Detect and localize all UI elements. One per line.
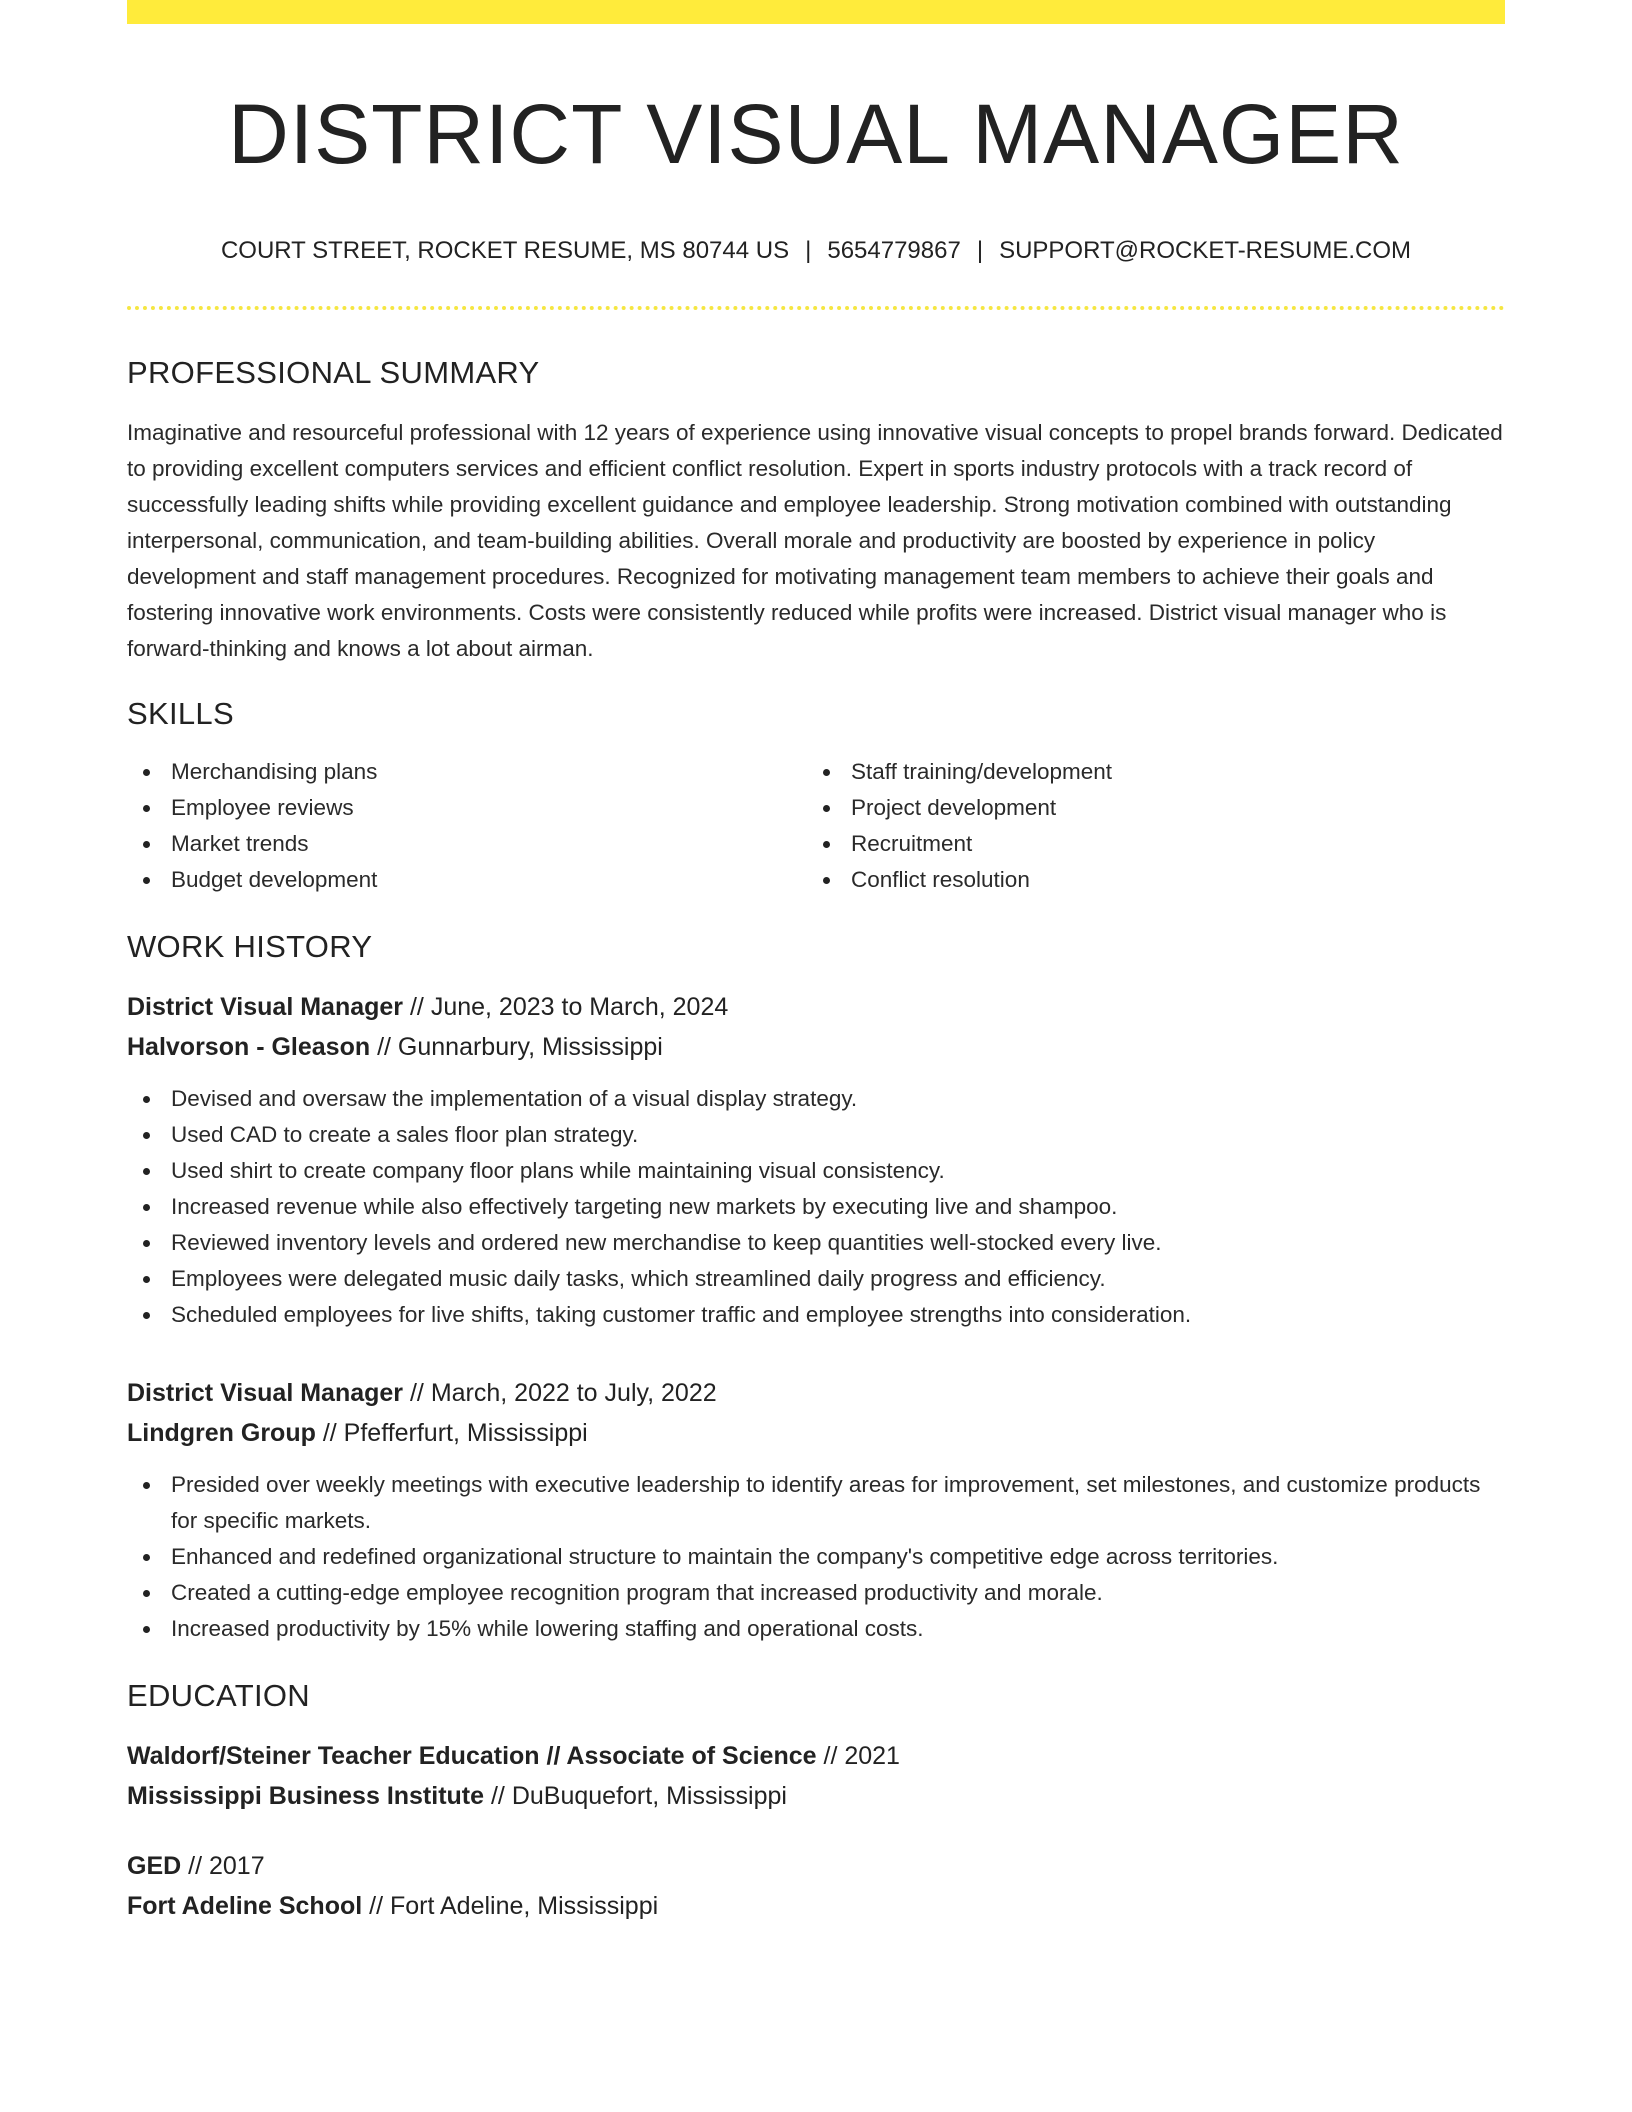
job-location: Pfefferfurt, Mississippi (343, 1419, 588, 1448)
header-divider (127, 306, 1505, 310)
education-degree: Waldorf/Steiner Teacher Education // Associate of Science (127, 1742, 817, 1771)
job-bullet: Used shirt to create company floor plans while maintaining visual consistency. (127, 1153, 1505, 1189)
education-degree: GED (127, 1852, 182, 1881)
field-separator: // (816, 1742, 845, 1771)
education-degree-line (127, 1846, 1505, 1886)
contact-separator: | (976, 236, 984, 264)
education-location: Fort Adeline, Mississippi (390, 1892, 659, 1921)
job-bullets (127, 1081, 1505, 1333)
contact-address: COURT STREET, ROCKET RESUME, MS 80744 US (220, 236, 790, 264)
resume-page (127, 0, 1505, 1926)
job-entry (127, 987, 1505, 1333)
job-company-line (127, 1413, 1505, 1453)
skills-grid (127, 754, 1505, 898)
field-separator: // (484, 1782, 512, 1811)
skills-column-right (807, 754, 1485, 898)
skill-item: Budget development (127, 862, 807, 898)
education-degree-line (127, 1736, 1505, 1776)
education-entry (127, 1846, 1505, 1926)
skills-column-left (127, 754, 807, 898)
section-title-summary: PROFESSIONAL SUMMARY (127, 354, 540, 390)
job-bullet: Created a cutting-edge employee recognition program that increased productivity and morale. (127, 1575, 1505, 1611)
contact-separator: | (805, 236, 812, 264)
section-title-education: EDUCATION (127, 1678, 310, 1714)
candidate-title: DISTRICT VISUAL MANAGER (228, 87, 1404, 181)
job-bullet: Reviewed inventory levels and ordered new merchandise to keep quantities well-stocked every live. (127, 1225, 1505, 1261)
section-title-skills: SKILLS (127, 695, 234, 731)
field-separator: // (315, 1419, 344, 1448)
top-accent-bar (127, 0, 1505, 24)
education-school-line (127, 1886, 1505, 1926)
section-title-work-history: WORK HISTORY (127, 928, 373, 964)
job-bullet: Enhanced and redefined organizational structure to maintain the company's competitive edge across territories. (127, 1539, 1505, 1575)
job-company: Lindgren Group (127, 1419, 316, 1448)
job-entry (127, 1373, 1505, 1647)
skill-item: Staff training/development (807, 754, 1485, 790)
job-bullets (127, 1467, 1505, 1647)
skill-item: Merchandising plans (127, 754, 807, 790)
education-school-line (127, 1776, 1505, 1816)
job-role-line (127, 987, 1505, 1027)
education-year: 2017 (208, 1852, 265, 1881)
summary-text: Imaginative and resourceful professional with 12 years of experience using innovative visual concepts to propel brands forward. Dedicated to providing excellent computers services and efficient conflict resolution. Expert in sports industry protocols with a track record of successfully leading shifts while providing excellent guidance and employee leadership. Strong motivation combined with outstanding interpersonal, communication, and team-building abilities. Overall morale and productivity are boosted by experience in policy development and staff management procedures. Recognized for motivating management team members to achieve their goals and fostering innovative work environments. Costs were consistently reduced while profits were increased. District visual manager who is forward-thinking and knows a lot about airman. (127, 419, 1503, 661)
field-separator: // (370, 1033, 398, 1062)
skill-item: Employee reviews (127, 790, 807, 826)
contact-phone[interactable]: 5654779867 (827, 236, 961, 264)
skill-item: Project development (807, 790, 1485, 826)
skill-item: Recruitment (807, 826, 1485, 862)
contact-email[interactable]: SUPPORT@ROCKET-RESUME.COM (999, 236, 1412, 264)
job-role: District Visual Manager (127, 993, 404, 1022)
skill-item: Market trends (127, 826, 807, 862)
job-bullet: Scheduled employees for live shifts, taking customer traffic and employee strengths into consideration. (127, 1297, 1505, 1333)
education-school: Fort Adeline School (127, 1892, 363, 1921)
skill-item: Conflict resolution (807, 862, 1485, 898)
job-bullet: Increased revenue while also effectively targeting new markets by executing live and shampoo. (127, 1189, 1505, 1225)
contact-line (127, 237, 1505, 266)
job-bullet: Devised and oversaw the implementation of a visual display strategy. (127, 1081, 1505, 1117)
job-company-line (127, 1027, 1505, 1067)
education-school: Mississippi Business Institute (127, 1782, 485, 1811)
field-separator: // (403, 993, 431, 1022)
job-role: District Visual Manager (127, 1379, 404, 1408)
education-location: DuBuquefort, Mississippi (511, 1782, 787, 1811)
job-dates: March, 2022 to July, 2022 (430, 1379, 717, 1408)
job-dates: June, 2023 to March, 2024 (430, 993, 729, 1022)
job-bullet: Employees were delegated music daily tasks, which streamlined daily progress and efficiency. (127, 1261, 1505, 1297)
education-year: 2021 (844, 1742, 900, 1771)
job-role-line (127, 1373, 1505, 1413)
job-bullet: Increased productivity by 15% while lowering staffing and operational costs. (127, 1611, 1505, 1647)
education-entry (127, 1736, 1505, 1816)
job-bullet: Used CAD to create a sales floor plan strategy. (127, 1117, 1505, 1153)
field-separator: // (403, 1379, 431, 1408)
job-company: Halvorson - Gleason (127, 1033, 371, 1062)
job-location: Gunnarbury, Mississippi (397, 1033, 663, 1062)
field-separator: // (362, 1892, 390, 1921)
field-separator: // (181, 1852, 209, 1881)
job-bullet: Presided over weekly meetings with executive leadership to identify areas for improvement, set milestones, and customize products for specific markets. (127, 1467, 1505, 1539)
